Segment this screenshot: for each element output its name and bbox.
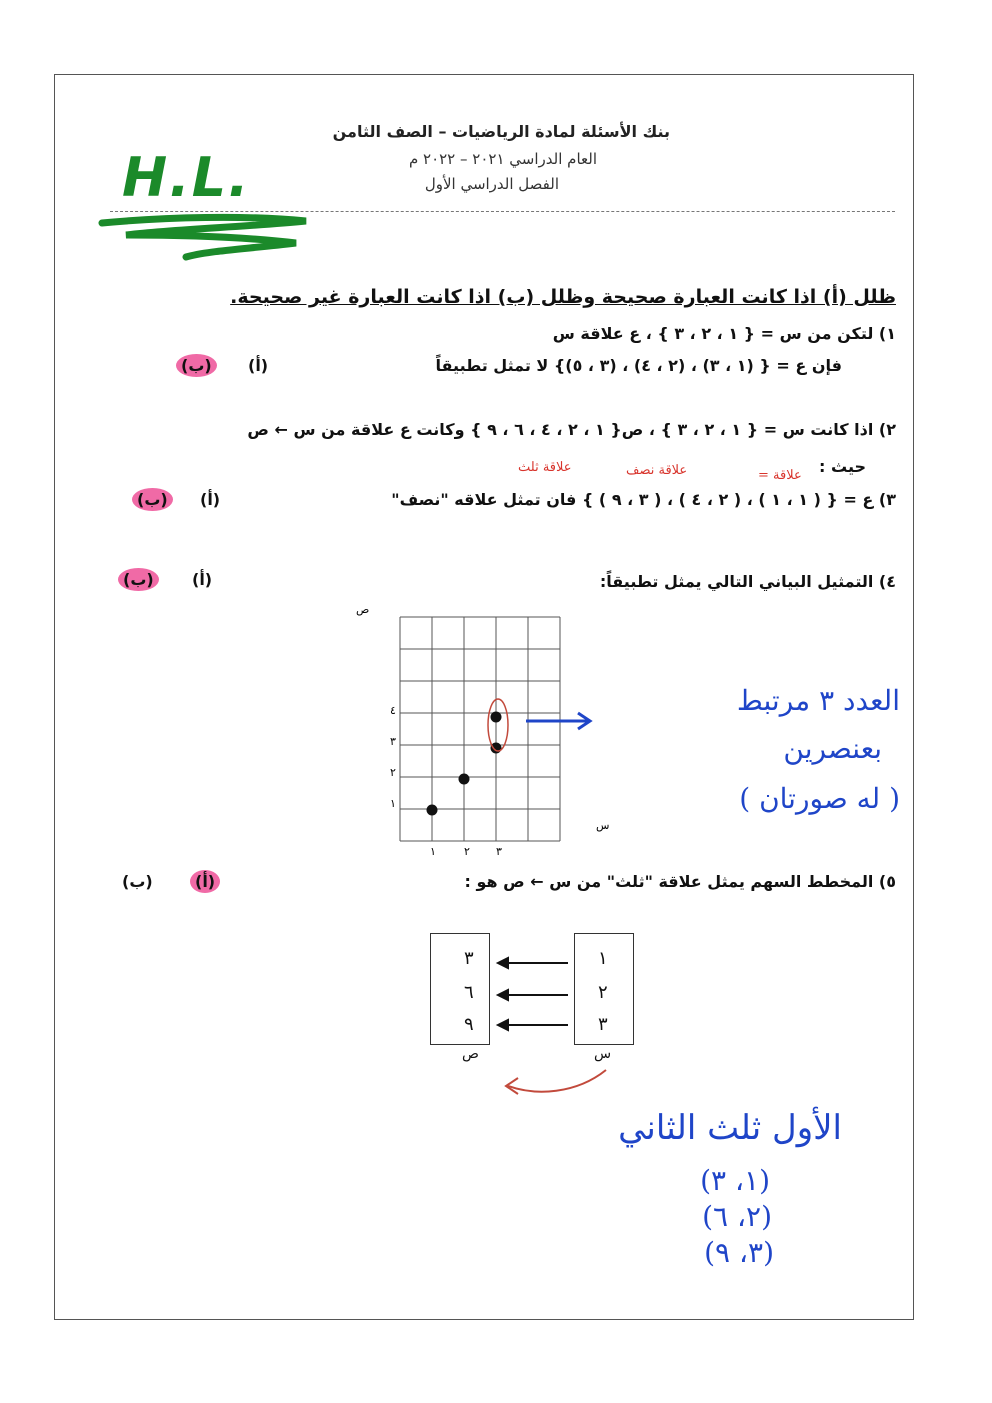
diagram-left-label: ص — [462, 1046, 479, 1062]
q3-option-b[interactable] — [132, 490, 173, 509]
q4-note-3: ( له صورتان ) — [739, 782, 900, 815]
q4-option-a[interactable]: (أ) — [192, 570, 213, 589]
q5-note-1: الأول ثلث الثاني — [618, 1108, 842, 1148]
q1-option-b-label: (ب) — [176, 354, 217, 377]
q3-note-half: علاقة نصف — [626, 463, 688, 478]
x-tick-1: ١ — [430, 845, 436, 858]
left-value-3: ٩ — [464, 1014, 474, 1035]
q2-line2: حيث : — [819, 457, 866, 476]
q5-option-a-label: (أ) — [190, 870, 220, 893]
graph-y-label: ص — [356, 603, 370, 616]
x-tick-2: ٢ — [464, 845, 470, 858]
q5-option-a[interactable] — [190, 872, 220, 891]
q4-graph — [350, 595, 630, 865]
x-tick-3: ٣ — [496, 845, 502, 858]
q5-option-b[interactable]: (ب) — [122, 872, 153, 891]
graph-point — [491, 743, 502, 754]
diagram-right-label: س — [594, 1046, 612, 1062]
header-title: بنك الأسئلة لمادة الرياضيات – الصف الثامن — [332, 122, 670, 141]
q5-note-3: (٢، ٦) — [702, 1200, 772, 1233]
graph-point — [427, 805, 438, 816]
q2-line1: ٢) اذا كانت س = { ١ ، ٢ ، ٣ } ، ص{ ١ ، ٢ ، ٤ ، ٦ ، ٩ } وكانت ع علاقة من س ← ص — [247, 420, 896, 439]
q5-note-2: (١، ٣) — [700, 1164, 770, 1197]
q4-option-b-label: (ب) — [118, 568, 159, 591]
curved-red-arrow — [496, 1064, 616, 1100]
q3-note-equal: علاقة = — [758, 468, 802, 483]
q3-option-a[interactable]: (أ) — [200, 490, 221, 509]
q4-option-b[interactable] — [118, 570, 159, 589]
y-tick-1: ١ — [390, 797, 396, 810]
q5-line1: ٥) المخطط السهم يمثل علاقة "ثلث" من س ← ص هو : — [464, 872, 896, 891]
handwritten-mark: H.L. — [122, 146, 251, 209]
q3-line1: ٣) ع = { ( ١ ، ١ ) ، ( ٢ ، ٤ ) ، ( ٣ ، ٩ ) } فان تمثل علاقه "نصف" — [391, 490, 896, 509]
right-value-3: ٣ — [598, 1014, 608, 1035]
y-tick-3: ٣ — [390, 735, 396, 748]
diagram-arrows — [490, 933, 574, 1045]
q4-line1: ٤) التمثيل البياني التالي يمثل تطبيقاً: — [599, 572, 896, 591]
left-value-1: ٣ — [464, 948, 474, 969]
instructions: ظلل (أ) اذا كانت العبارة صحيحة وظلل (ب) اذا كانت العبارة غير صحيحة. — [230, 286, 896, 308]
q1-option-b[interactable] — [176, 356, 217, 375]
q3-note-third: علاقة ثلث — [518, 460, 572, 475]
q3-option-b-label: (ب) — [132, 488, 173, 511]
header-semester: الفصل الدراسي الأول — [424, 175, 559, 193]
q4-note-2: بعنصرين — [783, 732, 882, 765]
right-value-1: ١ — [598, 948, 608, 969]
graph-point — [491, 712, 502, 723]
graph-x-label: س — [596, 819, 610, 832]
diagram-left-box — [430, 933, 490, 1045]
q1-line1: ١) لتكن من س = { ١ ، ٢ ، ٣ } ، ع علاقة س — [552, 324, 896, 343]
header-divider — [110, 211, 895, 212]
q5-note-4: (٣، ٩) — [704, 1236, 774, 1269]
left-value-2: ٦ — [464, 982, 474, 1003]
q1-option-a[interactable]: (أ) — [248, 356, 269, 375]
header-year: العام الدراسي ٢٠٢١ – ٢٠٢٢ م — [408, 150, 597, 168]
y-tick-4: ٤ — [390, 704, 396, 717]
q1-line2: فإن ع = { (١ ، ٣) ، (٢ ، ٤) ، (٣ ، ٥)} لا تمثل تطبيقاً — [435, 356, 842, 375]
graph-point — [459, 774, 470, 785]
q4-note-1: العدد ٣ مرتبط — [736, 684, 900, 717]
green-scribble — [96, 205, 316, 265]
y-tick-2: ٢ — [390, 766, 396, 779]
right-value-2: ٢ — [598, 982, 608, 1003]
